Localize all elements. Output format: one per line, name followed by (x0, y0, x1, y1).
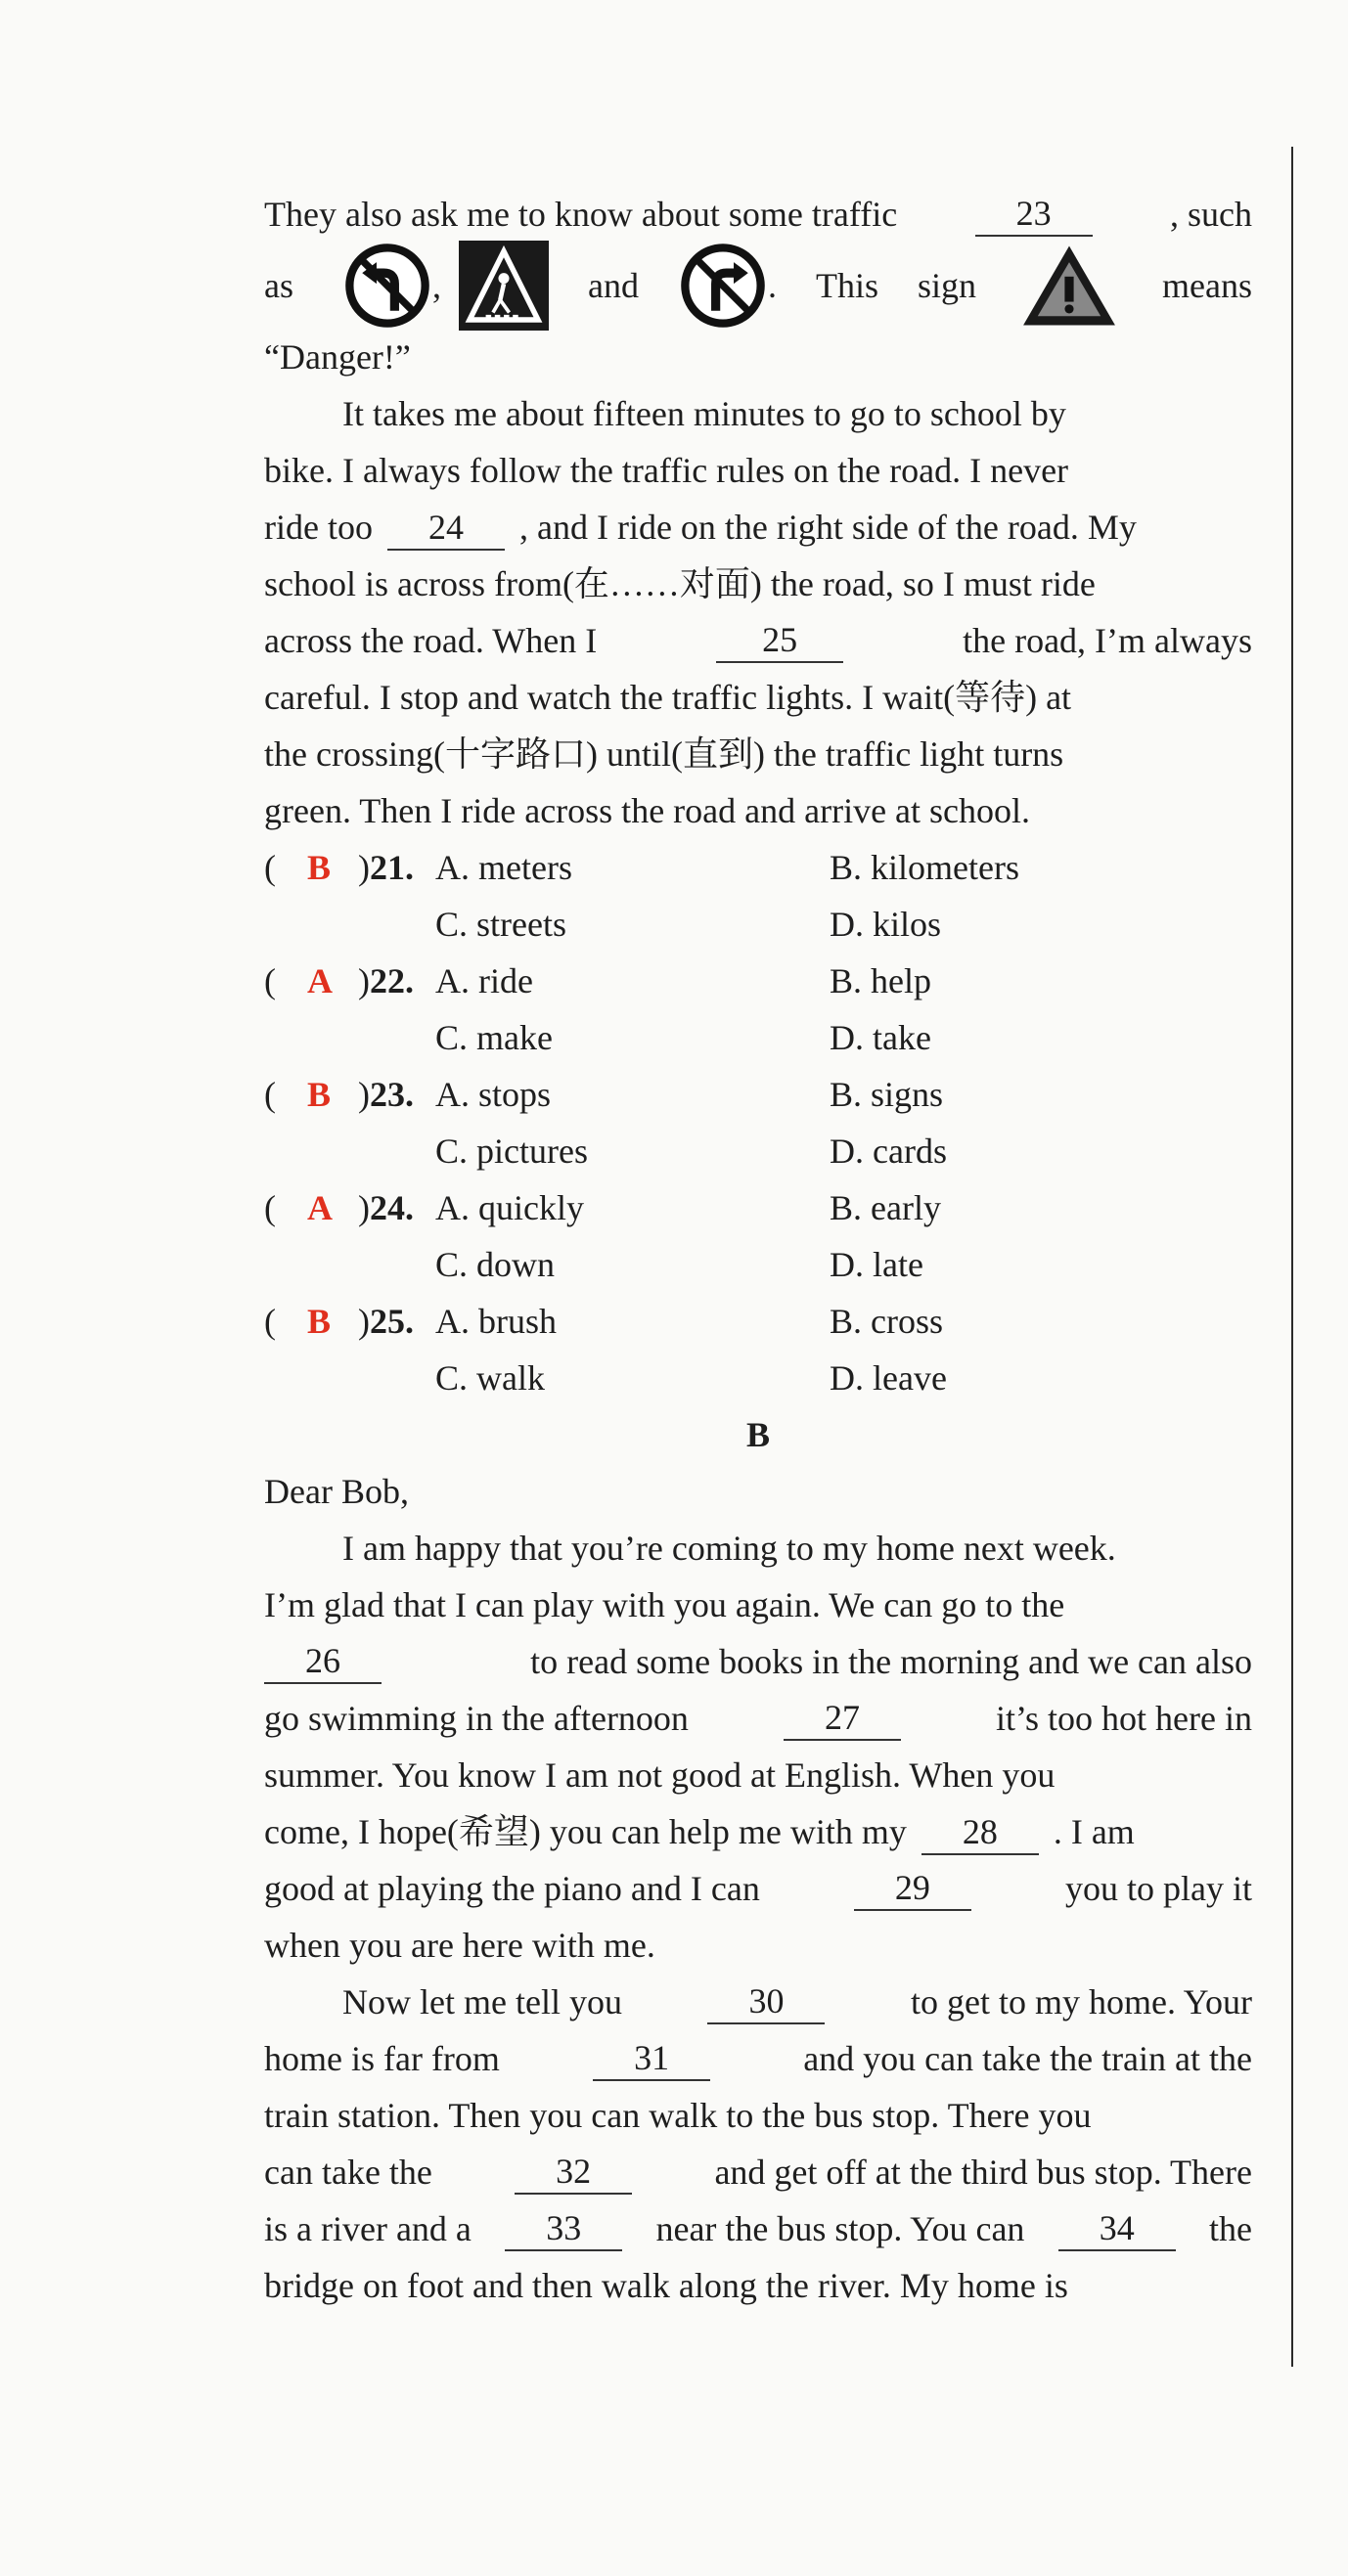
passage-line (264, 2257, 1252, 2314)
passage-line (264, 186, 1252, 243)
passage-text: near the bus stop. You can (655, 2209, 1025, 2248)
passage-line (264, 1633, 1252, 1690)
passage-line (264, 1860, 1252, 1917)
question-number: 23. (370, 1075, 414, 1114)
passage-text: Now let me tell you (342, 1982, 622, 2021)
letter-greeting: Dear Bob, (264, 1472, 409, 1511)
passage-text: I’m glad that I can play with you again. We can go to the (264, 1585, 1065, 1624)
passage-line (264, 555, 1252, 612)
passage-line (264, 2030, 1252, 2087)
passage-line (264, 442, 1252, 499)
passage-text: go swimming in the afternoon (264, 1699, 689, 1738)
option-a: A. brush (435, 1302, 557, 1341)
passage-line (264, 1577, 1252, 1633)
passage-text: the (1209, 2209, 1252, 2248)
passage-line (264, 2200, 1252, 2257)
passage-line (264, 1974, 1252, 2030)
option-c: C. walk (435, 1358, 545, 1398)
passage-line (264, 329, 1252, 385)
blank-33: 33 (505, 2206, 622, 2251)
passage-text: the road, I’m always (963, 621, 1252, 660)
option-a: A. meters (435, 848, 572, 887)
option-d: D. cards (830, 1132, 947, 1171)
blank-34: 34 (1058, 2206, 1176, 2251)
passage-text: the crossing(十字路口) until(直到) the traffic light turns (264, 734, 1064, 774)
question-row (264, 1123, 1252, 1179)
passage-text: and get off at the third bus stop. There (714, 2153, 1252, 2192)
passage-line (264, 2144, 1252, 2200)
passage-text: to read some books in the morning and we can also (530, 1642, 1252, 1681)
passage-line (264, 499, 1252, 555)
section-heading: B (745, 1415, 770, 1454)
answer-mark: A (307, 1188, 333, 1227)
blank-31: 31 (593, 2036, 710, 2081)
passage-text: home is far from (264, 2039, 500, 2078)
passage-line (264, 2087, 1252, 2144)
passage-text: means (1162, 266, 1252, 305)
question-row (264, 896, 1252, 953)
question-row (264, 953, 1252, 1009)
option-a: A. stops (435, 1075, 552, 1114)
question-number: 21. (370, 848, 414, 887)
passage-text: to get to my home. Your (910, 1982, 1252, 2021)
answer-mark: B (307, 1302, 332, 1341)
question-row (264, 1293, 1252, 1350)
answer-parentheses: ( B )21. (264, 839, 435, 896)
passage-text: come, I hope(希望) you can help me with my (264, 1812, 907, 1851)
passage-text: is a river and a (264, 2209, 472, 2248)
passage-line (264, 1690, 1252, 1747)
passage-text: It takes me about fifteen minutes to go to school by (342, 394, 1066, 433)
passage-text: it’s too hot here in (996, 1699, 1252, 1738)
question-row (264, 1009, 1252, 1066)
option-b: B. kilometers (830, 848, 1019, 887)
passage-line (264, 612, 1252, 669)
option-a: A. ride (435, 961, 533, 1000)
blank-28: 28 (921, 1810, 1039, 1855)
question-row (264, 1179, 1252, 1236)
passage-text: good at playing the piano and I can (264, 1869, 760, 1908)
answer-mark: B (307, 848, 332, 887)
option-b: B. cross (830, 1302, 943, 1341)
option-c: C. down (435, 1245, 556, 1284)
answer-parentheses: ( B )23. (264, 1066, 435, 1123)
passage-text: you to play it (1064, 1869, 1252, 1908)
passage-text: . I am (1053, 1812, 1135, 1851)
option-c: C. pictures (435, 1132, 588, 1171)
blank-23: 23 (975, 192, 1093, 237)
option-d: D. kilos (830, 905, 942, 944)
passage-text: and you can take the train at the (803, 2039, 1252, 2078)
answer-mark: B (307, 1075, 332, 1114)
no-right-turn-sign-icon (678, 241, 768, 331)
passage-line (264, 1917, 1252, 1974)
passage-text: across the road. When I (264, 621, 598, 660)
passage-line (264, 669, 1252, 726)
passage-text: green. Then I ride across the road and arrive at school. (264, 791, 1031, 830)
option-b: B. signs (830, 1075, 944, 1114)
question-number: 25. (370, 1302, 414, 1341)
passage-text: . (767, 266, 777, 305)
passage-text: careful. I stop and watch the traffic lights. I wait(等待) at (264, 678, 1072, 717)
passage-text: ride too (264, 508, 373, 547)
passage-text: , and I ride on the right side of the road. My (518, 508, 1137, 547)
passage-text: when you are here with me. (264, 1926, 655, 1965)
option-a: A. quickly (435, 1188, 584, 1227)
option-d: D. leave (830, 1358, 947, 1398)
question-row (264, 1236, 1252, 1293)
question-number: 24. (370, 1188, 414, 1227)
blank-25: 25 (716, 618, 843, 663)
passage-line (264, 782, 1252, 839)
blank-29: 29 (854, 1866, 971, 1911)
passage-text: summer. You know I am not good at English. When you (264, 1755, 1056, 1795)
passage-line (264, 726, 1252, 782)
passage-text: “Danger!” (264, 337, 411, 377)
passage-line (264, 1520, 1252, 1577)
danger-triangle-sign-icon (1015, 241, 1123, 331)
passage-text: , such (1170, 195, 1252, 234)
passage-text: bridge on foot and then walk along the river. My home is (264, 2266, 1068, 2305)
passage-text: , (432, 266, 441, 305)
passage-line (264, 1747, 1252, 1803)
option-b: B. early (830, 1188, 941, 1227)
passage-text: as (264, 266, 293, 305)
answer-mark: A (307, 961, 333, 1000)
option-b: B. help (830, 961, 931, 1000)
pedestrian-warning-sign-icon (459, 241, 549, 331)
passage-text: can take the (264, 2153, 432, 2192)
passage-text: They also ask me to know about some traffic (264, 195, 898, 234)
question-row (264, 1350, 1252, 1406)
option-d: D. take (830, 1018, 931, 1057)
option-c: C. make (435, 1018, 553, 1057)
blank-24: 24 (387, 506, 505, 551)
margin-rule (1291, 147, 1293, 2367)
passage-line (264, 1803, 1252, 1860)
passage-text: sign (918, 266, 977, 305)
option-c: C. streets (435, 905, 566, 944)
question-number: 22. (370, 961, 414, 1000)
passage-text: This (815, 266, 878, 305)
passage-text: I am happy that you’re coming to my home next week. (342, 1529, 1116, 1568)
passage-text: school is across from(在……对面) the road, so I must ride (264, 564, 1096, 603)
no-left-turn-sign-icon (342, 241, 432, 331)
passage-text: bike. I always follow the traffic rules on the road. I never (264, 451, 1069, 490)
answer-parentheses: ( A )24. (264, 1179, 435, 1236)
passage-line (264, 385, 1252, 442)
question-row (264, 839, 1252, 896)
question-row (264, 1066, 1252, 1123)
blank-30: 30 (707, 1979, 825, 2024)
reading-passage (264, 186, 1252, 2314)
option-d: D. late (830, 1245, 923, 1284)
blank-27: 27 (784, 1696, 901, 1741)
passage-text: train station. Then you can walk to the bus stop. There you (264, 2096, 1092, 2135)
passage-text: and (588, 266, 639, 305)
blank-32: 32 (515, 2150, 632, 2195)
answer-parentheses: ( B )25. (264, 1293, 435, 1350)
answer-parentheses: ( A )22. (264, 953, 435, 1009)
blank-26: 26 (264, 1639, 382, 1684)
traffic-signs-row (264, 243, 1252, 329)
